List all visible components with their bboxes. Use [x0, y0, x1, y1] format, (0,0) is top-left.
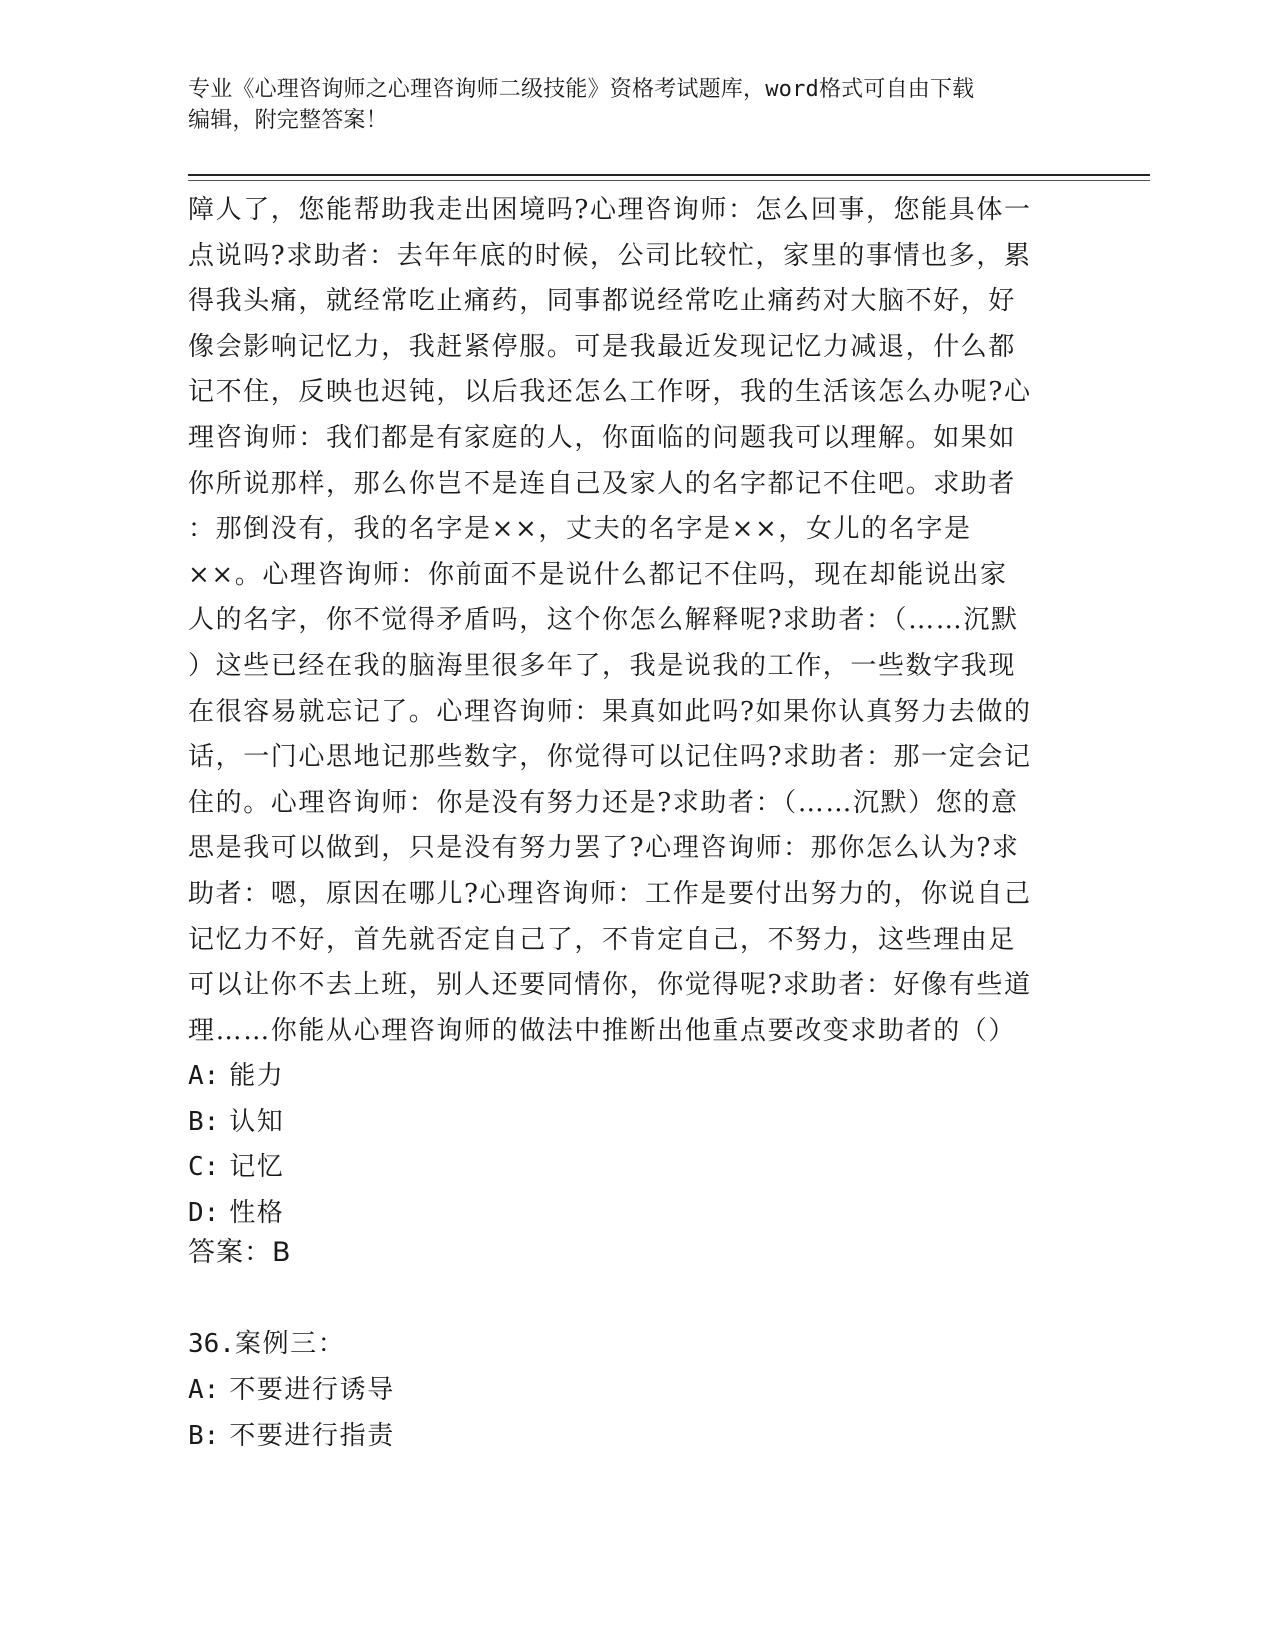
header-line: 编辑，附完整答案！	[188, 108, 388, 133]
option-b	[188, 1414, 1088, 1460]
question-options	[188, 1054, 1088, 1236]
option-key: D:	[188, 1197, 220, 1228]
option-text: 认知	[229, 1106, 285, 1137]
stem-line: ）这些已经在我的脑海里很多年了，我是说我的工作，一些数字我现	[188, 650, 1017, 681]
option-key: C:	[188, 1152, 220, 1183]
stem-line: 点说吗?求助者：去年年底的时候，公司比较忙，家里的事情也多，累	[188, 240, 1032, 271]
stem-line: ××。心理咨询师：你前面不是说什么都记不住吗，现在却能说出家	[188, 559, 1008, 590]
stem-line: 话，一门心思地记那些数字，你觉得可以记住吗?求助者：那一定会记	[188, 742, 1032, 773]
option-text: 不要进行指责	[229, 1420, 395, 1451]
stem-line: 你所说那样，那么你岂不是连自己及家人的名字都记不住吧。求助者	[188, 468, 1017, 499]
page-header	[188, 74, 1088, 136]
stem-line: 人的名字，你不觉得矛盾吗，这个你怎么解释呢?求助者：（……沉默	[188, 605, 1019, 636]
option-a	[188, 1368, 1088, 1414]
question-title: 案例三：	[234, 1329, 346, 1359]
stem-line: 得我头痛，就经常吃止痛药，同事都说经常吃止痛药对大脑不好，好	[188, 286, 1017, 317]
header-divider-thick	[188, 174, 1150, 176]
stem-line: 像会影响记忆力，我赶紧停服。可是我最近发现记忆力减退，什么都	[188, 331, 1017, 362]
next-question-title	[188, 1322, 345, 1368]
answer-label: 答案：B	[188, 1237, 292, 1268]
stem-line: 助者：嗯，原因在哪儿?心理咨询师：工作是要付出努力的，你说自己	[188, 878, 1032, 909]
option-text: 不要进行诱导	[229, 1375, 395, 1405]
option-key: A:	[188, 1375, 220, 1405]
stem-line: 可以让你不去上班，别人还要同情你，你觉得呢?求助者：好像有些道	[188, 970, 1032, 1001]
option-text: 性格	[229, 1197, 285, 1228]
option-a	[188, 1054, 1088, 1100]
stem-line: 记不住，反映也迟钝，以后我还怎么工作呀，我的生活该怎么办呢?心	[188, 377, 1032, 408]
option-text: 能力	[229, 1061, 285, 1091]
question-number: 36.	[188, 1329, 235, 1359]
stem-line: 理咨询师：我们都是有家庭的人，你面临的问题我可以理解。如果如	[188, 422, 1017, 453]
stem-line: 障人了，您能帮助我走出困境吗?心理咨询师：怎么回事，您能具体一	[188, 195, 1032, 225]
stem-line: 记忆力不好，首先就否定自己了，不肯定自己，不努力，这些理由足	[188, 924, 1017, 955]
stem-line: 理……你能从心理咨询师的做法中推断出他重点要改变求助者的（）	[188, 1015, 1017, 1046]
option-key: B:	[188, 1106, 220, 1137]
option-key: B:	[188, 1420, 220, 1451]
option-key: A:	[188, 1061, 220, 1091]
stem-line: 住的。心理咨询师：你是没有努力还是?求助者：（……沉默）您的意	[188, 787, 1019, 818]
header-line: 专业《心理咨询师之心理咨询师二级技能》资格考试题库，word格式可自由下载	[188, 77, 975, 102]
option-c	[188, 1145, 1088, 1191]
question-stem	[188, 188, 1088, 1054]
next-question-options	[188, 1368, 1088, 1459]
option-d	[188, 1191, 1088, 1237]
stem-line: 思是我可以做到，只是没有努力罢了?心理咨询师：那你怎么认为?求	[188, 833, 1020, 864]
stem-line: 在很容易就忘记了。心理咨询师：果真如此吗?如果你认真努力去做的	[188, 696, 1032, 727]
header-divider-thin	[188, 180, 1150, 181]
option-b	[188, 1100, 1088, 1146]
stem-line: ：那倒没有，我的名字是××，丈夫的名字是××，女儿的名字是	[188, 514, 972, 545]
option-text: 记忆	[229, 1152, 285, 1183]
